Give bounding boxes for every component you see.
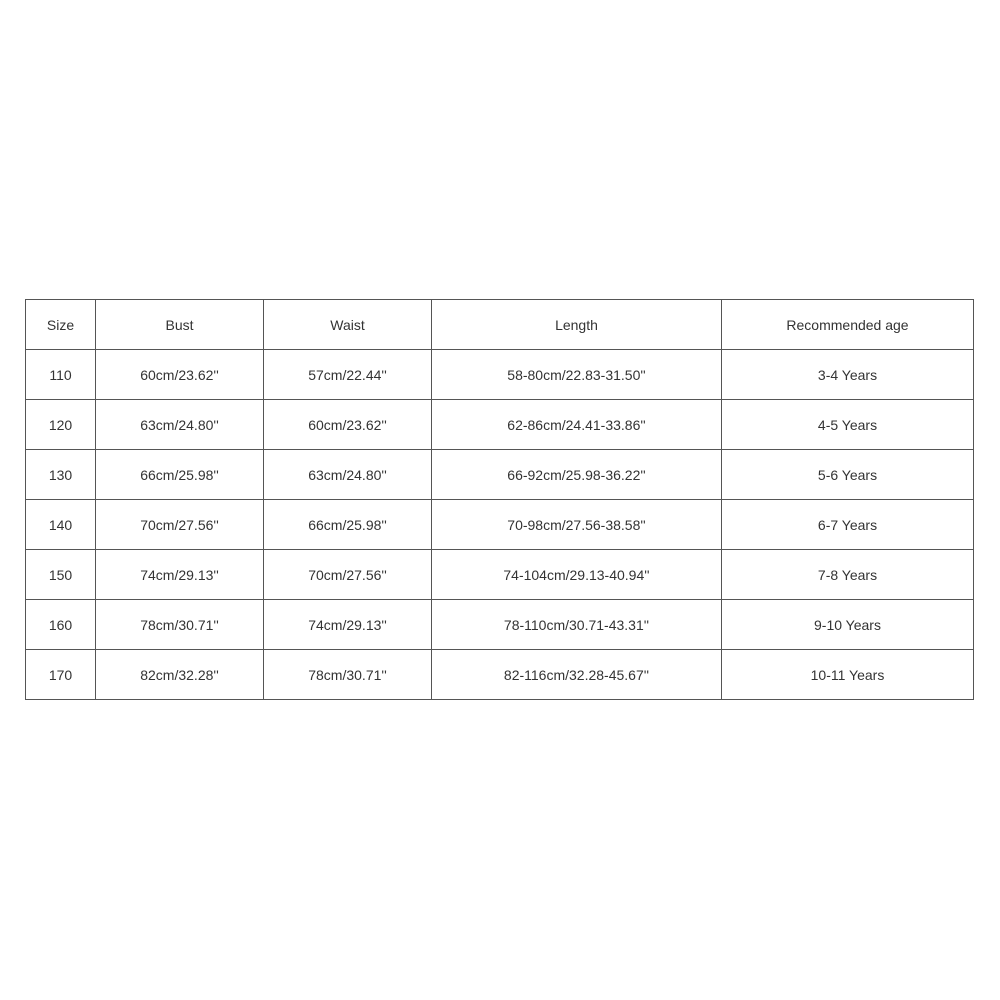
- cell-size: 130: [26, 450, 96, 500]
- cell-waist: 57cm/22.44'': [264, 350, 432, 400]
- cell-length: 66-92cm/25.98-36.22'': [432, 450, 722, 500]
- cell-waist: 60cm/23.62'': [264, 400, 432, 450]
- header-bust: Bust: [96, 300, 264, 350]
- table-row: [26, 450, 974, 500]
- cell-recommended-age: 7-8 Years: [722, 550, 974, 600]
- cell-recommended-age: 4-5 Years: [722, 400, 974, 450]
- cell-recommended-age: 6-7 Years: [722, 500, 974, 550]
- cell-length: 58-80cm/22.83-31.50'': [432, 350, 722, 400]
- size-chart-table: [25, 299, 974, 700]
- header-size: Size: [26, 300, 96, 350]
- table-body: [26, 350, 974, 700]
- cell-size: 150: [26, 550, 96, 600]
- cell-waist: 63cm/24.80'': [264, 450, 432, 500]
- cell-waist: 74cm/29.13'': [264, 600, 432, 650]
- cell-waist: 78cm/30.71'': [264, 650, 432, 700]
- cell-size: 140: [26, 500, 96, 550]
- cell-size: 160: [26, 600, 96, 650]
- cell-length: 70-98cm/27.56-38.58'': [432, 500, 722, 550]
- header-length: Length: [432, 300, 722, 350]
- header-recommended-age: Recommended age: [722, 300, 974, 350]
- cell-bust: 78cm/30.71'': [96, 600, 264, 650]
- cell-waist: 66cm/25.98'': [264, 500, 432, 550]
- cell-length: 62-86cm/24.41-33.86'': [432, 400, 722, 450]
- cell-bust: 60cm/23.62'': [96, 350, 264, 400]
- cell-bust: 74cm/29.13'': [96, 550, 264, 600]
- cell-length: 74-104cm/29.13-40.94'': [432, 550, 722, 600]
- table-row: [26, 400, 974, 450]
- cell-size: 120: [26, 400, 96, 450]
- cell-recommended-age: 5-6 Years: [722, 450, 974, 500]
- header-row: [26, 300, 974, 350]
- cell-size: 110: [26, 350, 96, 400]
- cell-recommended-age: 3-4 Years: [722, 350, 974, 400]
- cell-recommended-age: 9-10 Years: [722, 600, 974, 650]
- table-row: [26, 600, 974, 650]
- header-waist: Waist: [264, 300, 432, 350]
- cell-bust: 66cm/25.98'': [96, 450, 264, 500]
- table-row: [26, 350, 974, 400]
- cell-waist: 70cm/27.56'': [264, 550, 432, 600]
- table-row: [26, 550, 974, 600]
- cell-bust: 82cm/32.28'': [96, 650, 264, 700]
- table-row: [26, 650, 974, 700]
- cell-bust: 70cm/27.56'': [96, 500, 264, 550]
- cell-length: 82-116cm/32.28-45.67'': [432, 650, 722, 700]
- cell-bust: 63cm/24.80'': [96, 400, 264, 450]
- cell-size: 170: [26, 650, 96, 700]
- table-row: [26, 500, 974, 550]
- cell-recommended-age: 10-11 Years: [722, 650, 974, 700]
- table-header: [26, 300, 974, 350]
- cell-length: 78-110cm/30.71-43.31'': [432, 600, 722, 650]
